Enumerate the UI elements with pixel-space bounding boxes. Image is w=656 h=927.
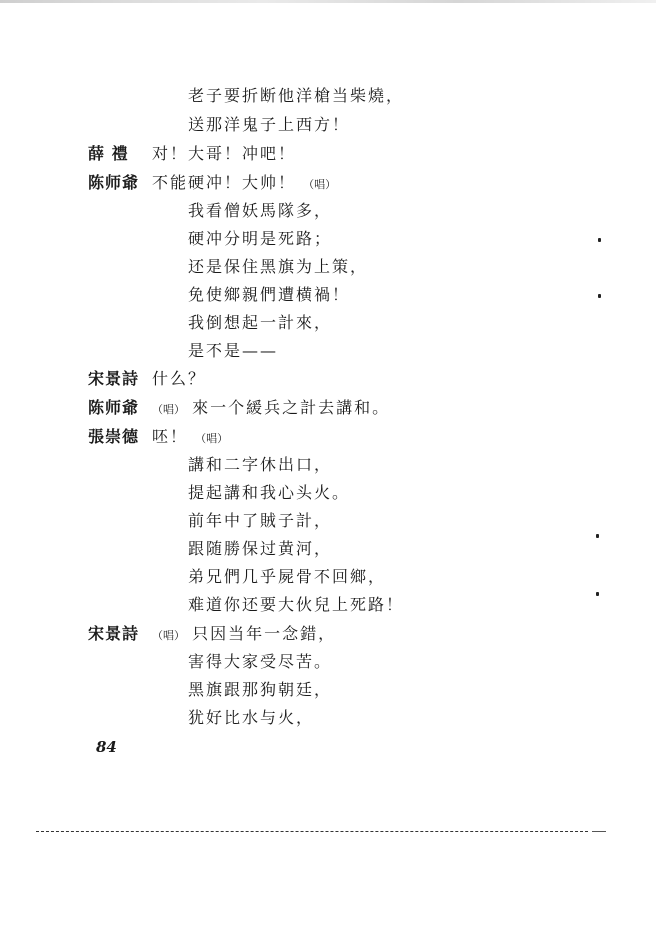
line-text: 提起講和我心头火。 (188, 483, 351, 502)
line-text: 免使鄉親們遭横禍！ (188, 285, 351, 304)
page-number: 84 (96, 738, 117, 756)
print-speck (596, 534, 599, 538)
line-text: 害得大家受尽苦。 (188, 652, 333, 671)
line-text: 講和二字休出口， (188, 455, 333, 474)
speaker-name: 宋景詩 (88, 369, 140, 388)
line-text: 來一个緩兵之計去講和。 (192, 398, 391, 417)
line-text: 难道你还要大伙兒上死路！ (188, 595, 405, 614)
line-text: 硬冲分明是死路； (188, 229, 333, 248)
line-text: 犹好比水与火， (188, 708, 315, 727)
line-text: 不能硬冲！大帅！ (152, 173, 297, 192)
scan-edge (0, 0, 656, 3)
speaker-name: 宋景詩 (88, 624, 140, 643)
speaker-name: 張崇德 (88, 427, 140, 446)
line-text: 对！大哥！冲吧！ (152, 144, 297, 163)
stage-direction: （唱） (195, 432, 229, 445)
speaker-name: 薛 禮 (88, 144, 129, 163)
line-text: 弟兄們几乎屍骨不回鄉， (188, 567, 387, 586)
line-text: 老子要折断他洋槍当柴燒， (188, 86, 405, 105)
line-text: 呸！ (152, 427, 189, 446)
line-text: 我倒想起一計來， (188, 313, 333, 332)
line-text: 什么？ (152, 369, 207, 388)
speaker-name: 陈师爺 (88, 398, 140, 417)
print-speck (596, 592, 599, 596)
speaker-name: 陈师爺 (88, 173, 140, 192)
line-text: 是不是—— (188, 341, 279, 360)
line-text: 黑旗跟那狗朝廷， (188, 680, 333, 699)
print-speck (598, 238, 601, 242)
stage-direction: （唱） (152, 403, 185, 416)
line-text: 还是保住黑旗为上策， (188, 257, 369, 276)
bottom-rule (36, 831, 588, 832)
line-text: 只因当年一念錯， (192, 624, 337, 643)
line-text: 我看僧妖馬隊多， (188, 201, 333, 220)
stage-direction: （唱） (303, 178, 337, 191)
line-text: 送那洋鬼子上西方！ (188, 115, 351, 134)
bottom-rule-end (592, 831, 606, 832)
stage-direction: （唱） (152, 629, 185, 642)
line-text: 跟随勝保过黄河， (188, 539, 333, 558)
print-speck (598, 294, 601, 298)
line-text: 前年中了賊子計， (188, 511, 333, 530)
